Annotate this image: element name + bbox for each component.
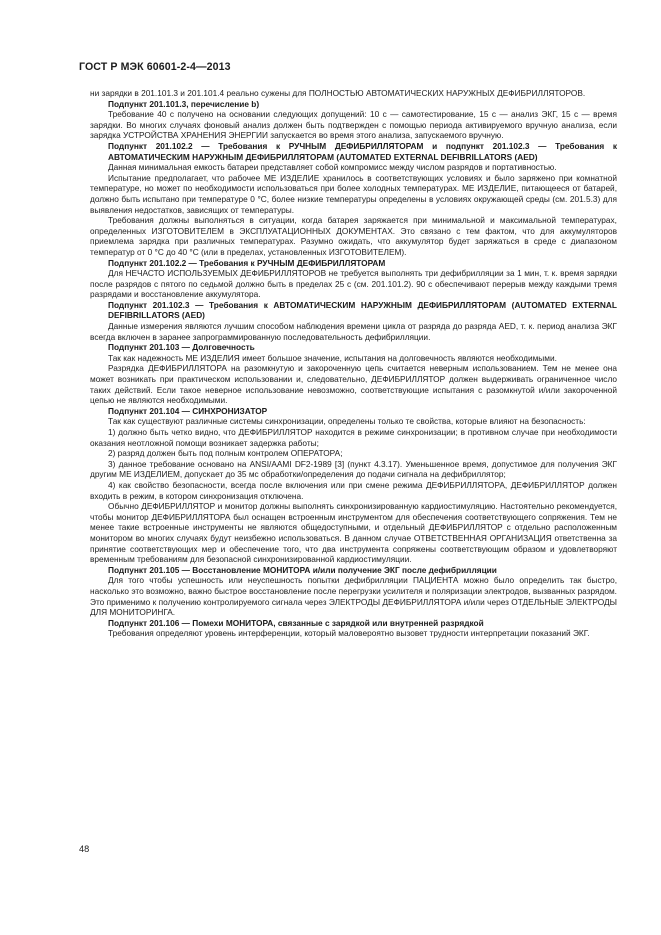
paragraph: Для того чтобы успешность или неуспешность попытки дефибрилляции ПАЦИЕНТА можно было определить так быстро, насколько это возможно, важно быстрое восстановление после перегрузки усилителя и поляризации электродов, вызванных разрядом. Это применимо к получению контролируемого сигнала через ЭЛЕКТРОДЫ ДЕФИБРИЛЛЯТОРА и/или через ОТДЕЛЬНЫЕ ЭЛЕКТРОДЫ ДЛЯ МОНИТОРИНГА. xyxy=(90,575,617,618)
subclause-heading: Подпункт 201.101.3, перечисление b) xyxy=(108,98,260,109)
paragraph: Требования должны выполняться в ситуации, когда батарея заряжается при минимальной и максимальной температурах, определенных ИЗГОТОВИТЕЛЕМ в ЭКСПЛУАТАЦИОННЫХ ДОКУМЕНТАХ. Это связано с тем фактом, что для аккумуляторов приемлема зарядка при различных температурах. Разумно ожидать, что аккумулятор будет заряжаться в среде с диапазоном температур от 0 °С до 40 °С (или в пределах, установленных ИЗГОТОВИТЕЛЕМ). xyxy=(90,215,617,257)
paragraph: Так как надежность МЕ ИЗДЕЛИЯ имеет большое значение, испытания на долговечность являются необходимыми. xyxy=(108,352,557,363)
list-item: 4) как свойство безопасности, всегда после включения или при смене режима ДЕФИБРИЛЛЯТОРА, ДЕФИБРИЛЛЯТОР должен входить в режим, в котором синхронизация отключена. xyxy=(90,479,617,501)
paragraph: Испытание предполагает, что рабочее МЕ ИЗДЕЛИЕ хранилось в соответствующих условиях и было заряжено при комнатной температуре, но может по необходимости использоваться при более холодных температурах. МЕ ИЗДЕЛИЕ, питающееся от батарей, должно быть испытано при температуре 0 °С, более низкие температуры определены в условиях окружающей среды (см. 201.5.3) для выявления недостатков, зависящих от температуры. xyxy=(90,172,617,215)
paragraph: Для НЕЧАСТО ИСПОЛЬЗУЕМЫХ ДЕФИБРИЛЛЯТОРОВ не требуется выполнять три дефибрилляции за 1 мин, т. к. время зарядки после разрядов с пятого по седьмой должно быть в пределах 25 с (см. 201.101.2). 90 с обеспечивают перерыв между каждыми тремя разрядами и восстановление аккумулятора. xyxy=(90,268,617,300)
page-number: 48 xyxy=(79,844,90,854)
paragraph: ни зарядки в 201.101.3 и 201.101.4 реально сужены для ПОЛНОСТЬЮ АВТОМАТИЧЕСКИХ НАРУЖНЫХ ДЕФИБРИЛЛЯТОРОВ. xyxy=(90,88,586,98)
paragraph: Так как существуют различные системы синхронизации, определены только те свойства, которые влияют на безопасность: xyxy=(108,416,586,427)
subclause-heading: Подпункт 201.102.2 — Требования к РУЧНЫМ ДЕФИБРИЛЛЯТОРАМ и подпункт 201.102.3 — Требования к АВТОМАТИЧЕСКИМ НАРУЖНЫМ ДЕФИБРИЛЛЯТОРАМ (AUTOMATED EXTERNAL DEFIBRILLATORS (AED) xyxy=(108,140,617,162)
list-item: 1) должно быть четко видно, что ДЕФИБРИЛЛЯТОР находится в режиме синхронизации; в противном случае при необходимости оказания неотложной помощи возникает задержка работы; xyxy=(90,427,617,448)
document-header: ГОСТ Р МЭК 60601-2-4—2013 xyxy=(79,61,231,73)
list-item: 2) разряд должен быть под полным контролем ОПЕРАТОРА; xyxy=(108,448,343,459)
subclause-heading: Подпункт 201.104 — СИНХРОНИЗАТОР xyxy=(108,405,268,416)
paragraph: Данная минимальная емкость батареи представляет собой компромисс между числом разрядов и портативностью. xyxy=(108,162,557,173)
subclause-heading: Подпункт 201.106 — Помехи МОНИТОРА, связанные с зарядкой или внутренней разрядкой xyxy=(108,617,484,628)
document-body xyxy=(90,88,617,639)
paragraph: Данные измерения являются лучшим способом наблюдения времени цикла от разряда до разряда AED, т. к. период анализа ЭКГ всегда включен в заранее запрограммированную последовательность дефибрилляции. xyxy=(90,321,617,342)
subclause-heading: Подпункт 201.102.3 — Требования к АВТОМАТИЧЕСКИМ НАРУЖНЫМ ДЕФИБРИЛЛЯТОРАМ (AUTOMATED EXTERNAL DEFIBRILLATORS (AED) xyxy=(108,299,617,321)
subclause-heading: Подпункт 201.102.2 — Требования к РУЧНЫМ ДЕФИБРИЛЛЯТОРАМ xyxy=(108,257,386,268)
list-item: 3) данное требование основано на ANSI/AAMI DF2-1989 [3] (пункт 4.3.17). Уменьшенное время, допустимое для получения ЭКГ другим МЕ ИЗДЕЛИЕМ, допускает до 35 мс обработки/определения до подачи сигнала на дефибриллятор; xyxy=(90,458,617,480)
subclause-heading: Подпункт 201.103 — Долговечность xyxy=(108,342,255,353)
paragraph: Обычно ДЕФИБРИЛЛЯТОР и монитор должны выполнять синхронизированную кардиостимуляцию. Настоятельно рекомендуется, чтобы монитор ДЕФИБРИЛЛЯТОРА был оснащен встроенным инструментом для обеспечения соответствующего сопряжения. Тем не менее такие встроенные инструменты не являются общедоступными, и отдельный ДЕФИБРИЛЛЯТОР с отдельно расположенным монитором во многих случаях будут неизбежно использоваться. В данном случае ОТВЕТСТВЕННАЯ ОРГАНИЗАЦИЯ ответственна за принятие соответствующих мер и обеспечение того, что два инструмента сопряжены соответствующим образом и удовлетворяют временным требованиям для безопасной синхронизированной кардиостимуляции. xyxy=(90,501,617,565)
paragraph: Требования определяют уровень интерференции, который маловероятно вызовет трудности интерпретации показаний ЭКГ. xyxy=(108,628,590,639)
subclause-heading: Подпункт 201.105 — Восстановление МОНИТОРА и/или получение ЭКГ после дефибрилляции xyxy=(108,564,497,575)
paragraph: Разрядка ДЕФИБРИЛЛЯТОРА на разомкнутую и закороченную цепь считается неверным использованием. Тем не менее она может возникать при практическом использовании и, следовательно, ДЕФИБРИЛЛЯТОР должен выдерживать ограниченное число таких действий. Если такое неверное использование невозможно, соответствующие испытания с разомкнутой и/или закороченной цепью не являются необходимыми. xyxy=(90,363,617,406)
paragraph: Требование 40 с получено на основании следующих допущений: 10 с — самотестирование, 15 с — анализ ЭКГ, 15 с — время зарядки. Во многих случаях фоновый анализ должен быть подтвержден с помощью периода активируемого вручную анализа, если зарядка УСТРОЙСТВА ХРАНЕНИЯ ЭНЕРГИИ запускается во время этого анализа, запускаемого вручную. xyxy=(90,109,617,141)
